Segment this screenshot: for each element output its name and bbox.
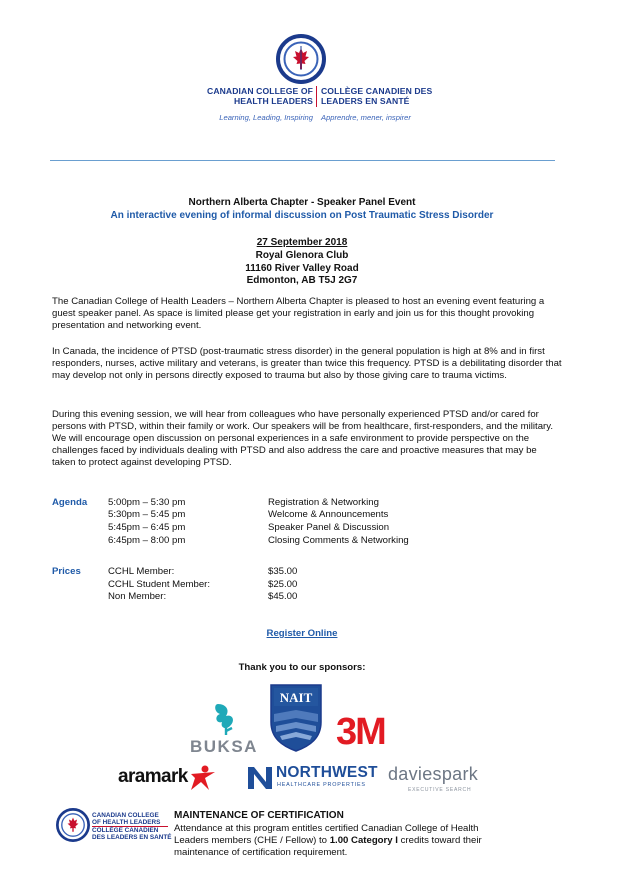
agenda-time: 5:30pm – 5:45 pm	[108, 509, 186, 520]
footer-org-name-french: COLLÈGE CANADIEN DES LEADERS EN SANTÉ	[92, 827, 172, 841]
daviespark-wordmark: daviespark	[388, 764, 479, 784]
event-title: Northern Alberta Chapter - Speaker Panel Event	[188, 197, 416, 208]
session-description-paragraph: During this evening session, we will hear from colleagues who have personally experienced PTSD and/or cared for persons with PTSD, within their family or work. Our speakers will be from healthcare, first-responders, and the military. We will encourage open discussion on personal experiences in a safe environment to provide perspective on the challenges faced by individuals dealing with PTSD and also address the care and proactive measures that may be taken to protect against developing PTSD.	[52, 409, 554, 469]
price-type: CCHL Member:	[108, 566, 175, 577]
moc-body-text: Attendance at this program entitles certified Canadian College of Health Leaders members (CHE / Fellow) to	[174, 823, 479, 846]
northwest-subtitle: HEALTHCARE PROPERTIES	[277, 782, 366, 788]
aramark-wordmark: aramark	[118, 766, 188, 787]
aramark-star-person-icon	[177, 764, 217, 792]
buksa-leaf-icon	[212, 702, 240, 736]
sponsors-heading: Thank you to our sponsors:	[238, 662, 366, 673]
agenda-time: 6:45pm – 8:00 pm	[108, 535, 186, 546]
org-name-french: COLLÈGE CANADIEN DES LEADERS EN SANTÉ	[321, 86, 433, 106]
footer-cchl-logo-icon	[56, 808, 90, 842]
org-name-english: CANADIAN COLLEGE OF HEALTH LEADERS	[207, 86, 313, 106]
org-name-divider	[316, 86, 317, 107]
sponsor-3m-logo: 3M	[336, 711, 385, 753]
agenda-item: Welcome & Announcements	[268, 509, 389, 520]
event-venue: Royal Glenora Club	[255, 250, 349, 261]
daviespark-subtitle: EXECUTIVE SEARCH	[408, 787, 472, 793]
northwest-n-icon	[247, 766, 273, 790]
agenda-item: Registration & Networking	[268, 497, 379, 508]
price-type: CCHL Student Member:	[108, 579, 211, 590]
event-date: 27 September 2018	[256, 237, 348, 248]
moc-body-text-end: credits toward their maintenance of certification requirement.	[174, 835, 482, 858]
price-type: Non Member:	[108, 591, 167, 602]
moc-title: MAINTENANCE OF CERTIFICATION	[174, 810, 344, 821]
moc-credits: 1.00 Category I	[329, 835, 398, 846]
cchl-logo-icon	[276, 34, 326, 84]
ptsd-incidence-paragraph: In Canada, the incidence of PTSD (post-traumatic stress disorder) in the general population is high at 8% and in first responders, nurses, active military and veterans, is greater than twice this frequency. PTSD is a debilitating disorder that may develop not only in persons directly exposed to trauma but also by those giving care to trauma victims.	[52, 346, 562, 382]
tagline-english: Learning, Leading, Inspiring	[219, 113, 313, 122]
intro-paragraph: The Canadian College of Health Leaders – Northern Alberta Chapter is pleased to host an evening event featuring a guest speaker panel. As space is limited please get your registration in early and join us for this thought provoking presentation and networking event.	[52, 296, 545, 332]
agenda-item: Closing Comments & Networking	[268, 535, 409, 546]
tagline-french: Apprendre, mener, inspirer	[321, 113, 411, 122]
header-divider	[50, 160, 555, 161]
agenda-label: Agenda	[52, 497, 88, 508]
moc-body	[174, 823, 504, 859]
price-amount: $35.00	[268, 566, 298, 577]
footer-org-name-english: CANADIAN COLLEGE OF HEALTH LEADERS	[92, 812, 161, 826]
agenda-time: 5:00pm – 5:30 pm	[108, 497, 186, 508]
event-subtitle: An interactive evening of informal discussion on Post Traumatic Stress Disorder	[110, 210, 494, 221]
agenda-item: Speaker Panel & Discussion	[268, 522, 390, 533]
price-amount: $25.00	[268, 579, 298, 590]
prices-label: Prices	[52, 566, 81, 577]
register-online-link[interactable]: Register Online	[266, 628, 338, 639]
agenda-time: 5:45pm – 6:45 pm	[108, 522, 186, 533]
nait-wordmark: NAIT	[279, 690, 313, 705]
northwest-wordmark: NORTHWEST	[276, 764, 378, 781]
nait-shield-icon	[270, 684, 322, 752]
event-address-line1: 11160 River Valley Road	[245, 263, 359, 274]
event-address-line2: Edmonton, AB T5J 2G7	[246, 275, 358, 286]
price-amount: $45.00	[268, 591, 298, 602]
buksa-wordmark: BUKSA	[190, 737, 258, 756]
